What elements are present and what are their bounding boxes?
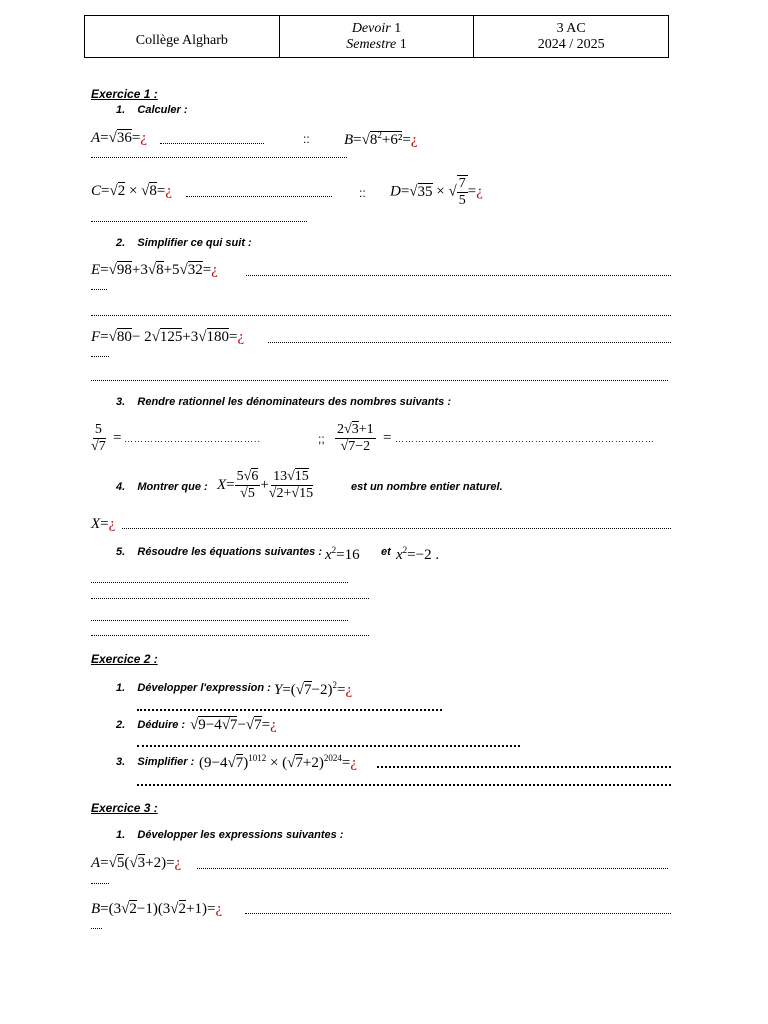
ex1-question-4-suffix: est un nombre entier naturel. [351,481,503,493]
ex1-question-4: 4. Montrer que : [116,481,208,493]
answer-dots [246,275,671,276]
ex2-question-2: 2. Déduire : [116,719,186,731]
separator: :: [359,186,366,200]
class-label: 3 AC [556,20,586,36]
class-cell [474,16,668,57]
answer-dots [91,620,348,621]
answer-dots [377,766,671,768]
ex3-question-1: 1. Développer les expressions suivantes : [116,829,344,841]
expression-e: E=√98+3√8+5√32=¿ [91,262,218,278]
expression-b: $B=√8^2+6^2=¿$ [344,130,418,148]
equation-2: $x^2=-2$ . [396,545,440,563]
answer-dots [91,315,671,316]
expression-a3: A=√5(√3+2)=¿ [91,855,182,871]
expression-x: X= $\frac{5√6}{√5}$ + $\frac{13√15}{√2+√15}$ [217,469,314,501]
answer-dots [91,289,107,290]
exam-cell [280,16,475,57]
answer-dots [160,143,264,144]
year-label: 2024 / 2025 [537,36,605,52]
separator: :: [303,132,310,146]
answer-dots [197,868,668,869]
ex2-question-1: 1. Développer l'expression : [116,682,271,694]
semester-number: 1 [399,36,407,52]
header-table [84,15,669,58]
answer-dots: …………………………………………………………………… [395,434,655,444]
answer-dots [137,745,520,747]
exercise-3-title: Exercice 3 : [91,801,158,815]
answer-dots [91,221,307,222]
and-label: et [381,546,391,558]
answer-dots [91,356,109,357]
expression-f: F=√80− 2√125+3√180=¿ [91,329,245,345]
ex1-question-3: 3. Rendre rationnel les dénominateurs des nombres suivants : [116,396,451,408]
expression-b3: B=(3√2−1)(3√2+1)=¿ [91,901,223,917]
answer-dots [137,784,671,786]
expression-simplify: $(9-4√7)^{1012}$ × $(√7+2)^{2024}=¿$ [199,753,357,771]
expression-c: C=√2 × √8=¿ [91,183,173,199]
ex1-question-5: 5. Résoudre les équations suivantes : [116,546,323,558]
exam-number: 1 [394,20,402,36]
fraction-2sqrt3-plus-1: $\frac{2√3+1}{√7-2}$ [337,422,374,454]
ex2-question-3: 3. Simplifier : [116,756,195,768]
answer-dots [91,883,109,884]
fraction-5-over-sqrt7: $\frac{5}{√7}$ [91,422,106,454]
answer-dots: ………………………………….. [124,434,262,444]
answer-dots [137,709,442,711]
answer-dots [245,913,671,914]
equation-1: $x^2=16$ [325,545,360,563]
answer-dots [91,928,102,929]
answer-dots [268,342,671,343]
answer-dots [91,582,348,583]
ex1-question-2: 2. Simplifier ce qui suit : [116,237,252,249]
school-cell [85,16,280,57]
answer-dots [91,157,347,158]
answer-dots [91,598,369,599]
answer-dots [91,635,369,636]
semester-label: Semestre [346,36,397,52]
answer-dots [91,380,668,381]
separator: ;; [318,432,325,446]
answer-dots [186,196,332,197]
exercise-2-title: Exercice 2 : [91,652,158,666]
expression-deduce: √9−4√7−√7=¿ [190,717,277,733]
ex1-question-1: 1. Calculer : [116,104,188,116]
expression-y: $Y=(√7-2)^2=¿$ [274,680,353,698]
answer-dots [122,528,671,529]
answer-x: X=¿ [91,516,116,532]
exercise-1-title: Exercice 1 : [91,87,158,101]
school-name: Collège Algharb [135,33,228,48]
expression-d: D=√35 × √ $\frac{7}{5}$ =¿ [390,176,483,208]
expression-a: A=√36=¿ [91,130,148,146]
exam-label: Devoir [351,20,391,36]
